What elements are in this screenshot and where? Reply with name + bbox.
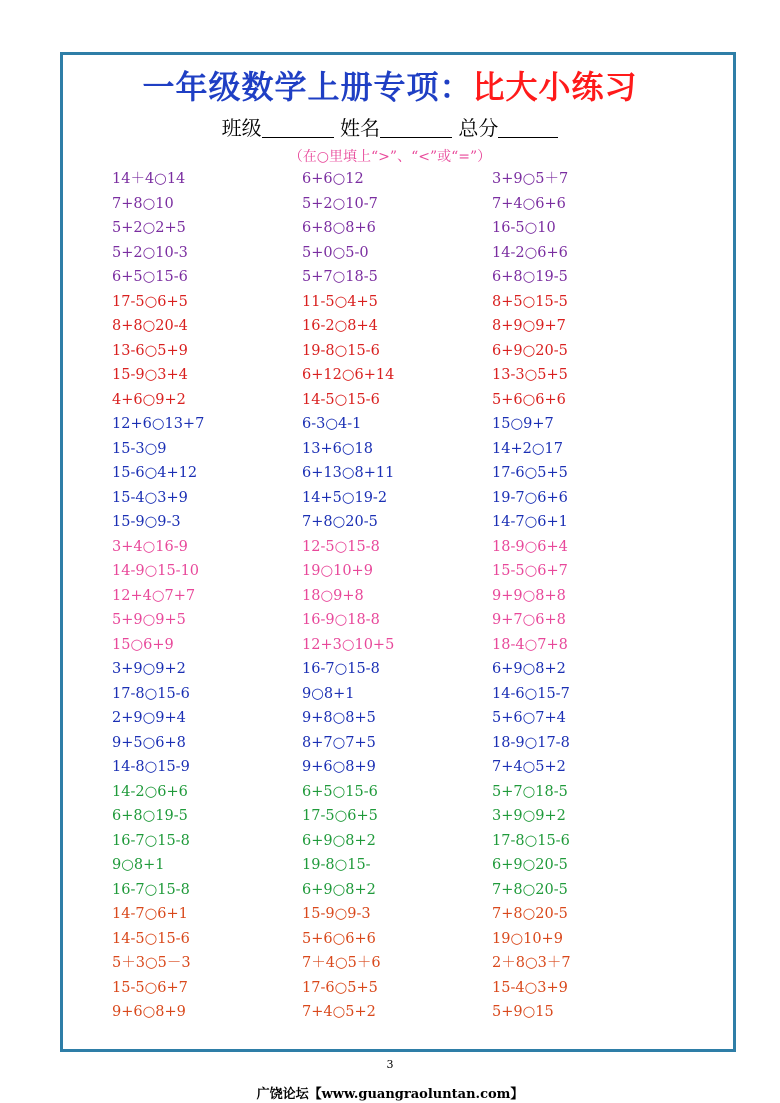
exercise-item[interactable]: 6+8○19-5 [492,269,568,285]
exercise-item[interactable]: 6-3○4-1 [302,416,362,432]
page-number: 3 [386,1058,394,1071]
exercise-row [112,216,632,241]
exercise-item[interactable]: 7+8○20-5 [492,906,568,922]
exercise-row [112,290,632,315]
exercise-item[interactable]: 17-8○15-6 [112,685,190,702]
exercise-item[interactable]: 15-5○6+7 [112,979,188,996]
exercise-item[interactable]: 3+9○5＋7 [492,171,569,187]
class-blank[interactable] [262,117,334,138]
exercise-item[interactable]: 8+8○20-4 [112,318,188,334]
exercise-item[interactable]: 14-6○15-7 [492,685,570,702]
exercise-item[interactable]: 3+4○16-9 [112,538,188,555]
exercise-item[interactable]: 6+6○12 [302,171,364,187]
exercise-item[interactable]: 5+2○10-3 [112,244,188,261]
name-blank[interactable] [380,117,452,138]
exercise-item[interactable]: 13-6○5+9 [112,342,188,359]
exercise-item[interactable]: 14＋4○14 [112,171,186,187]
exercise-item[interactable]: 18-4○7+8 [492,636,568,653]
exercise-item[interactable]: 9○8+1 [302,685,355,702]
exercise-row [112,461,632,486]
exercise-item[interactable]: 6+9○20-5 [492,857,568,873]
exercise-item[interactable]: 18-9○6+4 [492,538,568,555]
exercise-item[interactable]: 14-7○6+1 [492,514,568,530]
exercise-row [112,510,632,535]
exercise-row [112,657,632,682]
exercise-row [112,388,632,413]
exercise-row [112,314,632,339]
class-label: 班级 [221,116,262,140]
exercise-item[interactable]: 12+6○13+7 [112,416,205,432]
exercise-item[interactable]: 9○8+1 [112,857,165,873]
exercise-item[interactable]: 8+9○9+7 [492,318,566,334]
exercise-row [112,241,632,266]
exercise-item[interactable]: 5+9○15 [492,1004,554,1020]
exercise-item[interactable]: 5+0○5-0 [302,244,369,261]
exercise-item[interactable]: 6+9○8+2 [492,661,566,677]
exercise-item[interactable]: 6+8○8+6 [302,220,376,236]
exercise-item[interactable]: 9+9○8+8 [492,587,566,604]
exercise-item[interactable]: 6+9○8+2 [302,881,376,898]
exercise-item[interactable]: 15-9○3+4 [112,367,188,383]
exercise-row [112,878,632,903]
exercise-row [112,584,632,609]
exercise-item[interactable]: 6+5○15-6 [112,269,188,285]
exercise-item[interactable]: 3+9○9+2 [112,661,186,677]
exercise-row [112,927,632,952]
exercise-item[interactable]: 5+9○9+5 [112,612,186,628]
exercise-row [112,486,632,511]
exercise-item[interactable]: 9+6○8+9 [302,759,376,775]
exercise-item[interactable]: 6+13○8+11 [302,465,395,481]
exercise-item[interactable]: 9+5○6+8 [112,734,186,751]
exercise-row [112,265,632,290]
exercise-item[interactable]: 5+2○2+5 [112,220,186,236]
exercise-item[interactable]: 12+3○10+5 [302,636,395,653]
exercise-row [112,633,632,658]
exercise-item[interactable]: 15-4○3+9 [112,489,188,506]
exercise-item[interactable]: 7+8○20-5 [302,514,378,530]
exercise-item[interactable]: 19-7○6+6 [492,489,568,506]
exercise-row [112,780,632,805]
exercise-row [112,1000,632,1025]
exercise-item[interactable]: 14+5○19-2 [302,489,388,506]
exercise-item[interactable]: 16-5○10 [492,220,556,236]
exercise-item[interactable]: 16-2○8+4 [302,318,378,334]
exercise-item[interactable]: 19-8○15-6 [302,342,380,359]
exercise-item[interactable]: 13-3○5+5 [492,367,568,383]
exercise-row [112,755,632,780]
page-title [0,62,780,108]
score-label: 总分 [458,116,499,140]
score-blank[interactable] [498,117,558,138]
exercise-item[interactable]: 15○9+7 [492,416,554,432]
exercise-item[interactable]: 16-7○15-8 [112,881,190,898]
exercise-item[interactable]: 2＋8○3＋7 [492,955,571,971]
exercise-item[interactable]: 14-9○15-10 [112,563,200,579]
exercise-item[interactable]: 17-8○15-6 [492,832,570,849]
exercise-item[interactable]: 6+12○6+14 [302,367,395,383]
exercise-item[interactable]: 14-5○15-6 [302,391,380,408]
exercise-item[interactable]: 15○6+9 [112,636,174,653]
exercise-item[interactable]: 3+9○9+2 [492,808,566,824]
instruction: （在○里填上“>”、“<”或“=”） [288,149,492,165]
exercise-grid [112,167,632,1025]
exercise-row [112,412,632,437]
title-part1: 一年级数学上册专项： [142,68,473,106]
exercise-item[interactable]: 9+7○6+8 [492,612,566,628]
exercise-row [112,706,632,731]
exercise-item[interactable]: 2+9○9+4 [112,710,186,726]
exercise-item[interactable]: 15-9○9-3 [302,906,371,922]
exercise-row [112,902,632,927]
exercise-item[interactable]: 18○9+8 [302,587,364,604]
footer-text: 广饶论坛【www.guangraoluntan.com】 [256,1087,524,1102]
exercise-row [112,804,632,829]
exercise-row [112,192,632,217]
exercise-item[interactable]: 6+9○20-5 [492,342,568,359]
exercise-item[interactable]: 19○10+9 [302,563,373,579]
name-label: 姓名 [340,116,380,140]
exercise-item[interactable]: 9+6○8+9 [112,1004,186,1020]
exercise-item[interactable]: 8+5○15-5 [492,293,568,310]
exercise-item[interactable]: 7+4○5+2 [492,759,566,775]
exercise-item[interactable]: 7＋4○5＋6 [302,955,381,971]
exercise-row [112,559,632,584]
exercise-item[interactable]: 5+6○6+6 [492,391,566,408]
exercise-item[interactable]: 15-5○6+7 [492,563,568,579]
exercise-item[interactable]: 7+4○6+6 [492,195,566,212]
exercise-row [112,951,632,976]
exercise-row [112,731,632,756]
exercise-row [112,608,632,633]
exercise-item[interactable]: 14-7○6+1 [112,906,188,922]
exercise-row [112,829,632,854]
exercise-item[interactable]: 15-3○9 [112,440,167,457]
exercise-row [112,682,632,707]
exercise-item[interactable]: 14+2○17 [492,440,563,457]
exercise-row [112,535,632,560]
exercise-item[interactable]: 9+8○8+5 [302,710,376,726]
exercise-item[interactable]: 5+6○6+6 [302,930,376,947]
exercise-item[interactable]: 14-2○6+6 [492,244,568,261]
exercise-item[interactable]: 5＋3○5－3 [112,955,191,971]
exercise-item[interactable]: 19-8○15- [302,857,371,873]
exercise-item[interactable]: 17-5○6+5 [112,293,188,310]
exercise-row [112,363,632,388]
exercise-item[interactable]: 8+7○7+5 [302,734,376,751]
exercise-item[interactable]: 19○10+9 [492,930,563,947]
exercise-item[interactable]: 16-7○15-8 [302,661,380,677]
exercise-item[interactable]: 15-9○9-3 [112,514,181,530]
exercise-item[interactable]: 5+7○18-5 [302,269,378,285]
exercise-item[interactable]: 17-6○5+5 [302,979,378,996]
exercise-item[interactable]: 5+6○7+4 [492,710,566,726]
exercise-item[interactable]: 15-4○3+9 [492,979,568,996]
exercise-row [112,853,632,878]
exercise-item[interactable]: 18-9○17-8 [492,734,570,751]
exercise-row [112,339,632,364]
exercise-row [112,437,632,462]
exercise-item[interactable]: 12+4○7+7 [112,587,196,604]
exercise-item[interactable]: 17-5○6+5 [302,808,378,824]
exercise-item[interactable]: 7+4○5+2 [302,1004,376,1020]
exercise-row [112,167,632,192]
exercise-item[interactable]: 4+6○9+2 [112,391,186,408]
exercise-item[interactable]: 5+2○10-7 [302,195,378,212]
exercise-item[interactable]: 14-2○6+6 [112,783,188,800]
student-info-line [0,112,780,141]
exercise-item[interactable]: 13+6○18 [302,440,373,457]
exercise-item[interactable]: 7+8○10 [112,195,174,212]
exercise-item[interactable]: 16-7○15-8 [112,832,190,849]
title-part2: 比大小练习 [472,68,638,106]
exercise-row [112,976,632,1001]
exercise-item[interactable]: 15-6○4+12 [112,465,198,481]
exercise-item[interactable]: 5+7○18-5 [492,783,568,800]
exercise-item[interactable]: 7+8○20-5 [492,881,568,898]
exercise-item[interactable]: 12-5○15-8 [302,538,380,555]
exercise-item[interactable]: 17-6○5+5 [492,465,568,481]
exercise-item[interactable]: 6+9○8+2 [302,832,376,849]
exercise-item[interactable]: 11-5○4+5 [302,293,378,310]
exercise-item[interactable]: 6+5○15-6 [302,783,378,800]
exercise-item[interactable]: 14-5○15-6 [112,930,190,947]
exercise-item[interactable]: 6+8○19-5 [112,808,188,824]
exercise-item[interactable]: 16-9○18-8 [302,612,380,628]
exercise-item[interactable]: 14-8○15-9 [112,759,190,775]
